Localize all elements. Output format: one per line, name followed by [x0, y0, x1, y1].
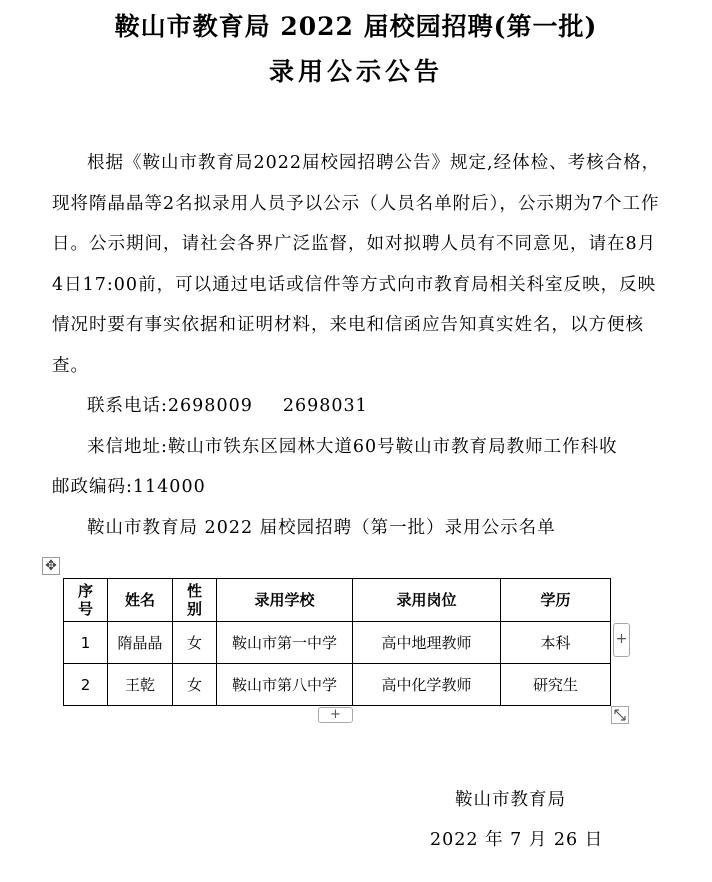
document-body: [52, 143, 664, 548]
cell-school: 鞍山市第八中学: [217, 664, 353, 706]
cell-education: 本科: [501, 622, 611, 664]
phone-number-1: 2698009: [167, 396, 253, 416]
document-title-line1: 鞍山市教育局 2022 届校园招聘(第一批): [114, 12, 598, 41]
hiring-list-table: [63, 578, 611, 706]
list-caption: 鞍山市教育局 2022 届校园招聘（第一批）录用公示名单: [87, 517, 556, 538]
header-school: 录用学校: [217, 579, 353, 622]
add-row-button[interactable]: [613, 623, 630, 657]
cell-gender: 女: [173, 622, 217, 664]
postcode-label: 邮政编码:: [52, 477, 133, 497]
table-row: [64, 622, 611, 664]
cell-index: 1: [64, 622, 108, 664]
header-index: 序号: [64, 579, 108, 622]
cell-position: 高中地理教师: [353, 622, 501, 664]
announcement-paragraph: 根据《鞍山市教育局2022届校园招聘公告》规定,经体检、考核合格，现将隋晶晶等2名拟录用人员予以公示（人员名单附后），公示期为7个工作日。公示期间，请社会各界广泛监督，如对拟聘人员有不同意见，请在8月4日17:00前，可以通过电话或信件等方式向市教育局相关科室反映，反映情况时要有事实依据和证明材料，来电和信函应告知真实姓名，以方便核查。: [52, 153, 661, 376]
table-header-row: [64, 579, 611, 622]
phone-label: 联系电话:: [87, 396, 168, 416]
cell-school: 鞍山市第一中学: [217, 622, 353, 664]
table-move-handle[interactable]: [42, 557, 60, 575]
cell-gender: 女: [173, 664, 217, 706]
table-resize-handle[interactable]: [611, 706, 629, 724]
postcode-value: 114000: [132, 477, 206, 497]
header-education: 学历: [501, 579, 611, 622]
address-label: 来信地址:: [87, 436, 168, 457]
phone-number-2: 2698031: [282, 396, 368, 416]
plus-icon: +: [615, 631, 628, 647]
cell-index: 2: [64, 664, 108, 706]
document-title-line2: 录用公示公告: [268, 57, 443, 86]
plus-icon: +: [330, 707, 341, 722]
header-gender: 性别: [173, 579, 217, 622]
move-icon: ✥: [45, 558, 57, 574]
resize-icon: [612, 707, 628, 723]
cell-education: 研究生: [501, 664, 611, 706]
contact-phone-line: [52, 386, 664, 427]
mailing-address-line: [52, 427, 664, 508]
header-position: 录用岗位: [353, 579, 501, 622]
cell-name: 王乾: [108, 664, 173, 706]
table-row: [64, 664, 611, 706]
signature-date: 2022 年 7 月 26 日: [430, 830, 604, 850]
header-name: 姓名: [108, 579, 173, 622]
cell-name: 隋晶晶: [108, 622, 173, 664]
address-text: 鞍山市铁东区园林大道60号鞍山市教育局教师工作科收: [167, 436, 618, 457]
add-column-button[interactable]: [318, 707, 353, 723]
signature-organization: 鞍山市教育局: [455, 790, 566, 810]
cell-position: 高中化学教师: [353, 664, 501, 706]
